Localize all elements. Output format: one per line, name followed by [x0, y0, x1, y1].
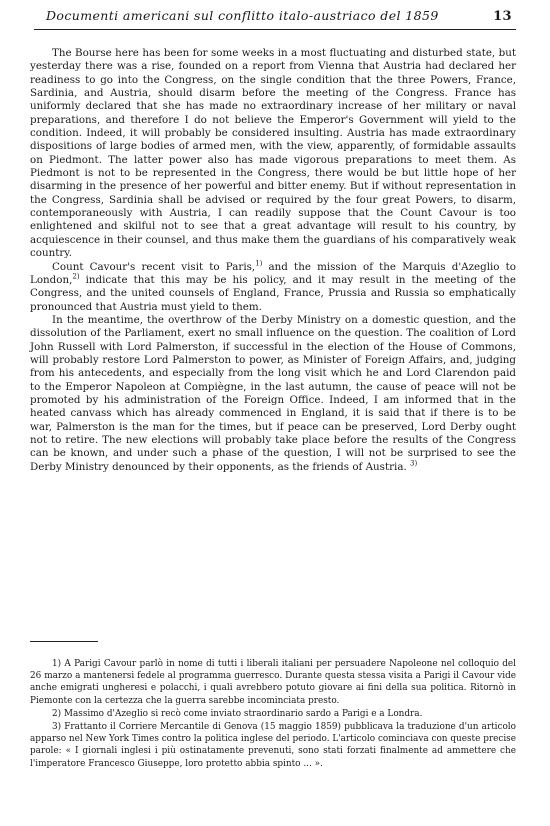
paragraph-3-text: In the meantime, the overthrow of the Derby Ministry on a domestic question, and the dissolution of the Parliament, exert no small influence on the question. The coalition of Lord John Russell with Lord Palmerston, if successful in the election of the House of Commons, will probably restore Lord Palmerston to power, as Minister of Foreign Affairs, and, judging from his antecedents, and especially from the long visit which he and Lord Clarendon paid to the Emperor Napoleon at Compiègne, in the last autumn, the cause of peace will not be promoted by his administration of the Foreign Office. Indeed, I am informed that in the heated canvass which has already commenced in England, it is said that if there is to be war, Palmerston is the man for the times, but if peace can be preserved, Lord Derby ought not to retire. The new elections will probably take place before the results of the Congress can be known, and under such a phase of the question, I will not be surprised to see the Derby Ministry denounced by their opponents, as the friends of Austria.	[30, 313, 516, 473]
page-number: 13	[493, 9, 512, 24]
running-title: Documenti americani sul conflitto italo-austriaco del 1859	[46, 8, 439, 23]
paragraph-2-text-c: indicate that this may be his policy, and it may result in the meeting of the Congress, and the united counsels of England, France, Prussia and Russia so emphatically pronounced that Austria must yield to them.	[30, 273, 516, 313]
footnote-2: 2) Massimo d'Azeglio si recò come inviato straordinario sardo a Parigi e a Londra.	[52, 708, 423, 719]
footnote-ref-2: 2)	[72, 272, 80, 281]
paragraph-1: The Bourse here has been for some weeks in a most fluctuating and disturbed state, but yesterday there was a rise, founded on a report from Vienna that Austria had declared her readiness to go into the Congress, on the single condition that the three Powers, France, Sardinia, and Austria, should disarm before the meeting of the Congress. France has uniformly declared that she has made no extraordinary increase of her military or naval preparations, and therefore I do not believe the Emperor's Government will yield to the condition. Indeed, it will probably be considered insulting. Austria has made extraordinary dispositions of large bodies of armed men, with the view, apparently, of formidable assaults on Piedmont. The latter power also has made vigorous preparations to meet them. As Piedmont is not to be represented in the Congress, there would be but little hope of her disarming in the presence of her powerful and bitter enemy. But if without representation in the Congress, Sardinia shall be advised or required by the four great Powers, to disarm, contemporaneously with Austria, I can readily suppose that the Count Cavour is too enlightened and skilful not to see that a great advantage will result to his country, by acquiescence in their counsel, and thus make them the guardians of his comparatively weak country.	[30, 47, 516, 260]
footnote-separator	[30, 641, 98, 642]
paragraph-3	[30, 314, 516, 474]
footnote-ref-3: 3)	[410, 459, 418, 468]
footnote-1: 1) A Parigi Cavour parlò in nome di tutti i liberali italiani per persuadere Napoleone nel colloquio del 26 marzo a mantenersi fedele al programma guerresco. Durante questa stessa visita a Parigi il Cavour vide anche emigrati ungheresi e polacchi, i quali avrebbero potuto giovare ai fini della sua politica. Ritornò in Piemonte con la certezza che la guerra sarebbe incominciata presto.	[30, 659, 516, 706]
paragraph-2	[30, 261, 516, 314]
main-text	[30, 47, 516, 474]
paragraph-2-text-a: Count Cavour's recent visit to Paris,	[52, 260, 256, 273]
footnotes	[30, 658, 516, 771]
running-header	[46, 8, 512, 26]
footnote-3: 3) Frattanto il Corriere Mercantile di Genova (15 maggio 1859) pubblicava la traduzione d'un articolo apparso nel New York Times contro la politica inglese del periodo. L'articolo cominciava con queste precise parole: « I giornali inglesi i più ostinatamente prevenuti, sono stati forzati finalmente ad ammettere che l'imperatore Francesco Giuseppe, loro protetto abbia spinto ... ».	[30, 722, 516, 769]
footnote-ref-1: 1)	[255, 259, 263, 268]
paragraph-2-text-b: and the mission of the Marquis d'Azeglio to London,	[30, 260, 517, 286]
header-rule	[34, 29, 516, 30]
